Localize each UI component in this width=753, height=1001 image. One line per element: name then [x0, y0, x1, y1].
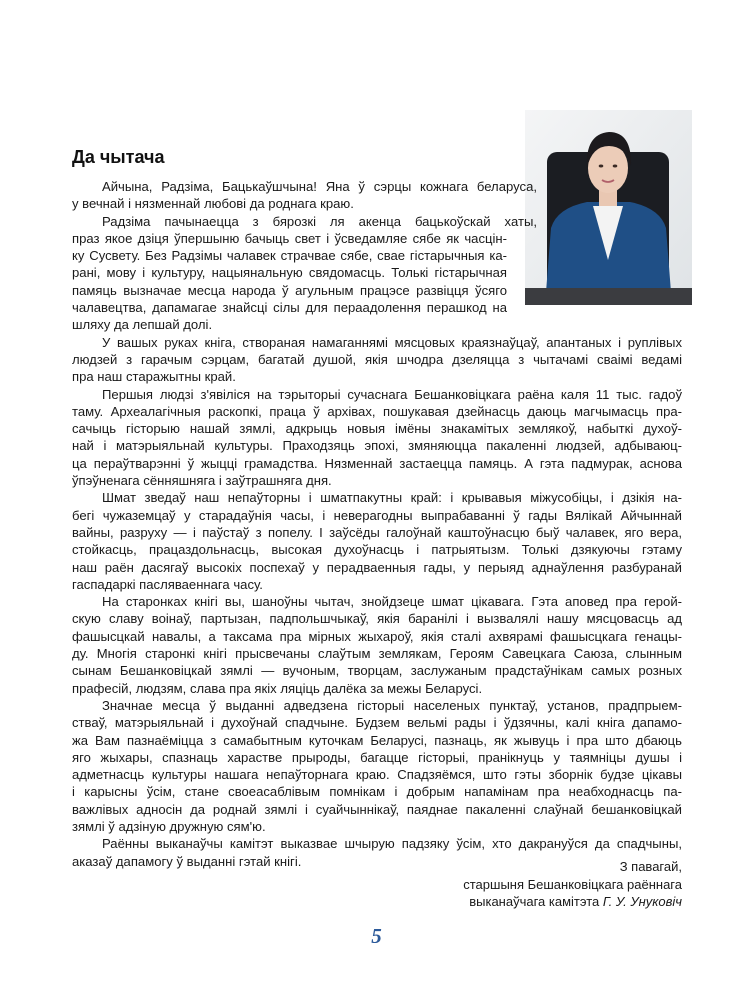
text-line: Значнае месца ў выданні адведзена гісторыі населеных пунктаў, установ, прадпрыем- [102, 697, 682, 713]
text-line: шляху да лепшай долі. [72, 317, 213, 333]
text-line: На старонках кнігі вы, шаноўны чытач, знойдзеце шмат цікавага. Гэта аповед пра герой- [102, 594, 682, 610]
text-line: важлівых адносін да роднай зямлі і суайчыннікаў, паяднае пакаленні слаўнай бешанковіцкай [72, 801, 682, 817]
text-line: сачыць гісторыю нашай зямлі, адкрыць новыя імёны знакамітых землякоў, набыткі духоў- [72, 421, 682, 437]
text-line: памяць вызначае месца народа ў агульным працэсе развіцця ўсяго [72, 282, 507, 298]
text-line: Айчына, Радзіма, Бацькаўшчына! Яна ў сэрцы кожнага беларуса, [102, 179, 537, 194]
signature-role: старшыня Бешанковіцкага раённага [463, 876, 682, 892]
text-line: вайны, разруху — і паўстаў з попелу. І заўсёды галоўнай каштоўнасцю быў чалавек, яго вера, [72, 524, 682, 540]
text-line: у вечнай і нязменнай любові да роднага краю. [72, 196, 354, 212]
text-line: зямлі ў адзіную дружную сям'ю. [72, 818, 266, 834]
text-line: праз якое дзіця ўпершыню бачыць свет і ўсведамляе сябе як часцін- [72, 230, 507, 246]
text-line: чалавецтва, дапамагае знайсці сілы для пераадолення перашкод на [72, 300, 507, 316]
text-line: Шмат зведаў наш непаўторны і шматпакутны край: і крывавыя міжусобіцы, і дзікія на- [102, 490, 682, 506]
signature-block [463, 858, 682, 911]
text-line: і карысны ўсім, стане своеасаблівым помнікам і добрым напамінам пра неабходнасць па- [72, 784, 682, 800]
text-line: бегі чужаземцаў у старадаўнія часы, і неверагодны выпрабаванні ў гады Вялікай Айчыннай [72, 507, 682, 523]
text-line: гаспадаркі пасляваеннага часу. [72, 576, 263, 592]
page-number: 5 [371, 924, 382, 948]
text-line: пра наш старажытны край. [72, 369, 236, 385]
text-line: ду. Многія старонкі кнігі прысвечаны слаўтым землякам, Героям Савецкага Саюза, слынным [72, 646, 682, 662]
text-line: жа Вам пазнаёміцца з самабытным куточкам Беларусі, пазнаць, як жывуць і пра што дбаюць [72, 732, 682, 748]
text-line: ца пераўтварэнні ў жыцці грамадства. Нязменнай застаецца памяць. А гэта падмурак, аснова [72, 455, 682, 471]
page-title: Да чытача [72, 147, 165, 167]
signature-greeting: З павагай, [619, 859, 682, 874]
text-line: Першыя людзі з'явіліся на тэрыторыі сучаснага Бешанковіцкага раёна каля 11 тыс. гадоў [102, 386, 682, 402]
text-line: людзей з гарачым сэрцам, багатай душой, якія шчодра дзеляцца з чытачамі сваімі ведамі [72, 351, 682, 367]
text-line: таму. Археалагічныя раскопкі, праца ў архівах, пошукавая дзейнасць даюць магчымасць пра- [72, 403, 682, 419]
text-line: аказаў дапамогу ў выданні гэтай кнігі. [72, 853, 302, 869]
text-line: ку Сусвету. Без Радзімы чалавек страчвае сябе, свае гістарычныя ка- [72, 248, 507, 264]
text-line: Радзіма пачынаецца з бярозкі ля акенца бацькоўскай хаты, [102, 213, 537, 229]
text-line: фашысцкай навалы, а таксама пра мірных жыхароў, якія сталі ахвярамі фашысцкага генацы- [72, 628, 682, 644]
text-line: адметнасць культуры нашага непаўторнага краю. Спадзяёмся, што гэты зборнік будзе цікавы [72, 767, 682, 783]
text-line: стойкасць, працаздольнасць, высокая духоўнасць і патрыятызм. Толькі дзякуючы гэтаму [72, 542, 682, 558]
body-text [72, 178, 682, 870]
text-line: рані, мову і культуру, нацыянальную свядомасць. Толькі гістарычная [72, 265, 507, 281]
text-line: наш раён дасягаў высокіх поспехаў у перадваенныя гады, у перыяд аднаўлення разбуранай [72, 559, 682, 575]
text-line: яго жыхары, спазнаць харастве прыроды, багацце гісторыі, пранікнуць у таямніцы душы і [72, 749, 682, 765]
text-line: прафесій, людзям, слава пра якіх ляціць далёка за межы Беларусі. [72, 680, 483, 696]
text-line: У вашых руках кніга, створаная намаганнямі мясцовых краязнаўцаў, апантаных і руплівых [102, 334, 682, 350]
text-line: най і матэрыяльнай культуры. Праходзяць эпохі, змяняюцца пакаленні людзей, адбываюц- [72, 438, 682, 454]
text-line: стваў, матэрыяльнай і духоўнай спадчыне. Будзем вельмі рады і ўдзячны, калі кніга дапамо- [72, 715, 682, 731]
signature-role-name [463, 893, 682, 911]
signature-role-end: выканаўчага камітэта [469, 894, 600, 909]
text-line: Раённы выканаўчы камітэт выказвае шчырую падзяку ўсім, хто дакрануўся да спадчыны, [102, 836, 682, 852]
text-line: скую славу воінаў, партызан, падпольшчыкаў, якія баранілі і вызвалялі нашу мясцовасць ад [72, 611, 682, 627]
text-line: ўпэўненага сённяшняга і заўтрашняга дня. [72, 473, 332, 489]
signature-name: Г. У. Унуковіч [602, 894, 682, 909]
text-line: сынам Бешанковіцкай зямлі — вучоным, творцам, заслужаным прадстаўнікам самых розных [72, 663, 682, 679]
